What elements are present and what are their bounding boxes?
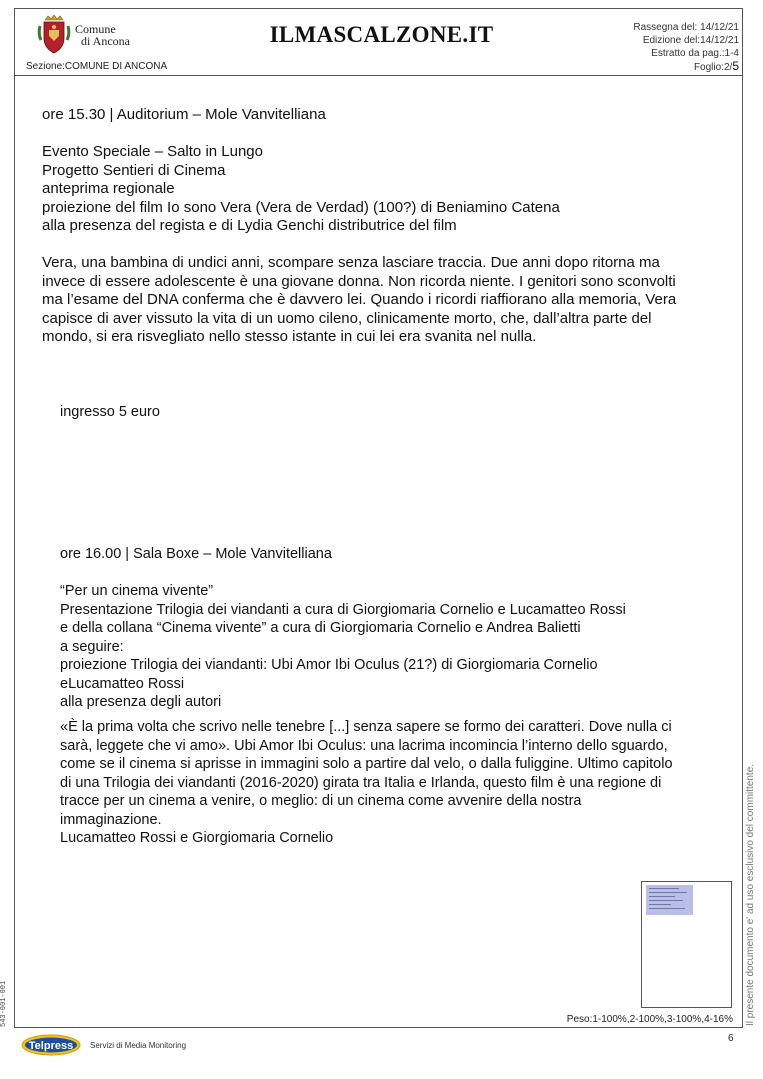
thumbnail-highlight bbox=[646, 885, 693, 915]
description-line: Lucamatteo Rossi e Giorgiomaria Cornelio bbox=[60, 830, 334, 846]
event-2-description bbox=[60, 718, 673, 848]
sezione-label: Sezione:COMUNE DI ANCONA bbox=[26, 61, 168, 72]
comune-name-line2: di Ancona bbox=[81, 34, 130, 48]
comune-name-line1: Comune bbox=[75, 22, 116, 36]
document-code: 543-001-001 bbox=[0, 980, 8, 1027]
telpress-logo-text: Telpress bbox=[28, 1040, 74, 1052]
event-1-line: proiezione del film Io sono Vera (Vera de Verdad) (100?) di Beniamino Catena bbox=[42, 198, 560, 216]
event-2-line: alla presenza degli autori bbox=[60, 694, 222, 710]
description-line: sarà, leggete che vi amo». Ubi Amor Ibi Oculus: una lacrima incomincia l’interno dello sguardo, bbox=[60, 737, 668, 754]
event-2-line: a seguire: bbox=[60, 638, 124, 655]
page-number: 6 bbox=[728, 1033, 734, 1044]
peso-label: Peso:1-100%,2-100%,3-100%,4-16% bbox=[566, 1014, 733, 1025]
foglio-total: 5 bbox=[732, 59, 739, 73]
synopsis-line: invece di essere adolescente è una giovane donna. Non ricorda niente. I genitori sono sconvolti bbox=[42, 272, 676, 290]
description-line: come se il cinema si aprisse in immagini solo a partire dal velo, o dalla fuliggine. Ultimo capitolo bbox=[60, 756, 673, 772]
edizione-date: Edizione del:14/12/21 bbox=[642, 35, 739, 46]
event-2-details bbox=[60, 582, 626, 712]
event-1-line: Progetto Sentieri di Cinema bbox=[42, 161, 226, 179]
telpress-tagline: Servizi di Media Monitoring bbox=[90, 1041, 187, 1050]
publication-title: ILMASCALZONE.IT bbox=[269, 22, 494, 47]
description-line: di una Trilogia dei viandanti (2016-2020) girata tra Italia e Irlanda, questo film è una regione di bbox=[60, 774, 662, 791]
event-2-line: “Per un cinema vivente” bbox=[60, 583, 214, 599]
event-1-line: anteprima regionale bbox=[42, 180, 175, 197]
description-line: immaginazione. bbox=[60, 811, 162, 828]
press-metadata bbox=[633, 21, 739, 74]
event-1-ticket-price: ingresso 5 euro bbox=[60, 404, 160, 420]
synopsis-line: capisce di aver vissuto la vita di un uomo cileno, clinicamente morto, che, dall’altra parte del bbox=[42, 309, 652, 327]
synopsis-line: mondo, si era risvegliato nello stesso istante in cui lei era svanita nel nulla. bbox=[42, 328, 537, 345]
event-1-details bbox=[42, 143, 560, 236]
telpress-logo-icon bbox=[21, 1034, 81, 1056]
event-1-synopsis bbox=[42, 254, 676, 347]
event-2-time-place: ore 16.00 | Sala Boxe – Mole Vanvitelliana bbox=[60, 546, 332, 562]
rassegna-date: Rassegna del: 14/12/21 bbox=[633, 22, 739, 33]
header-divider bbox=[14, 75, 743, 76]
event-2-line: eLucamatteo Rossi bbox=[60, 675, 185, 692]
description-line: tracce per un cinema a venire, o meglio: di un cinema come avvenire della nostra bbox=[60, 793, 582, 809]
event-2-line: e della collana “Cinema vivente” a cura di Giorgiomaria Cornelio e Andrea Balietti bbox=[60, 620, 581, 636]
event-2-line: Presentazione Trilogia dei viandanti a cura di Giorgiomaria Cornelio e Lucamatteo Rossi bbox=[60, 601, 626, 618]
page-thumbnail bbox=[641, 881, 732, 1008]
telpress-logo bbox=[21, 1034, 81, 1061]
description-line: «È la prima volta che scrivo nelle tenebre [...] senza sapere se formo dei caratteri. Dove nulla ci bbox=[60, 719, 672, 735]
event-1-time-place: ore 15.30 | Auditorium – Mole Vanvitelliana bbox=[42, 106, 326, 123]
synopsis-line: ma l’esame del DNA conferma che è davvero lei. Quando i ricordi riaffiorano alla memoria, Vera bbox=[42, 291, 677, 308]
event-2-line: proiezione Trilogia dei viandanti: Ubi Amor Ibi Oculus (21?) di Giorgiomaria Cornelio bbox=[60, 657, 598, 673]
event-1-line: Evento Speciale – Salto in Lungo bbox=[42, 143, 263, 160]
estratto-pages: Estratto da pag.:1-4 bbox=[651, 48, 739, 59]
foglio-counter bbox=[633, 60, 739, 74]
usage-disclaimer: Il presente documento e' ad uso esclusivo del committente. bbox=[745, 763, 756, 1026]
foglio-prefix: Foglio:2/ bbox=[693, 62, 733, 73]
synopsis-line: Vera, una bambina di undici anni, scompare senza lasciare traccia. Due anni dopo ritorna ma bbox=[42, 254, 660, 271]
event-1-line: alla presenza del regista e di Lydia Genchi distributrice del film bbox=[42, 217, 457, 234]
